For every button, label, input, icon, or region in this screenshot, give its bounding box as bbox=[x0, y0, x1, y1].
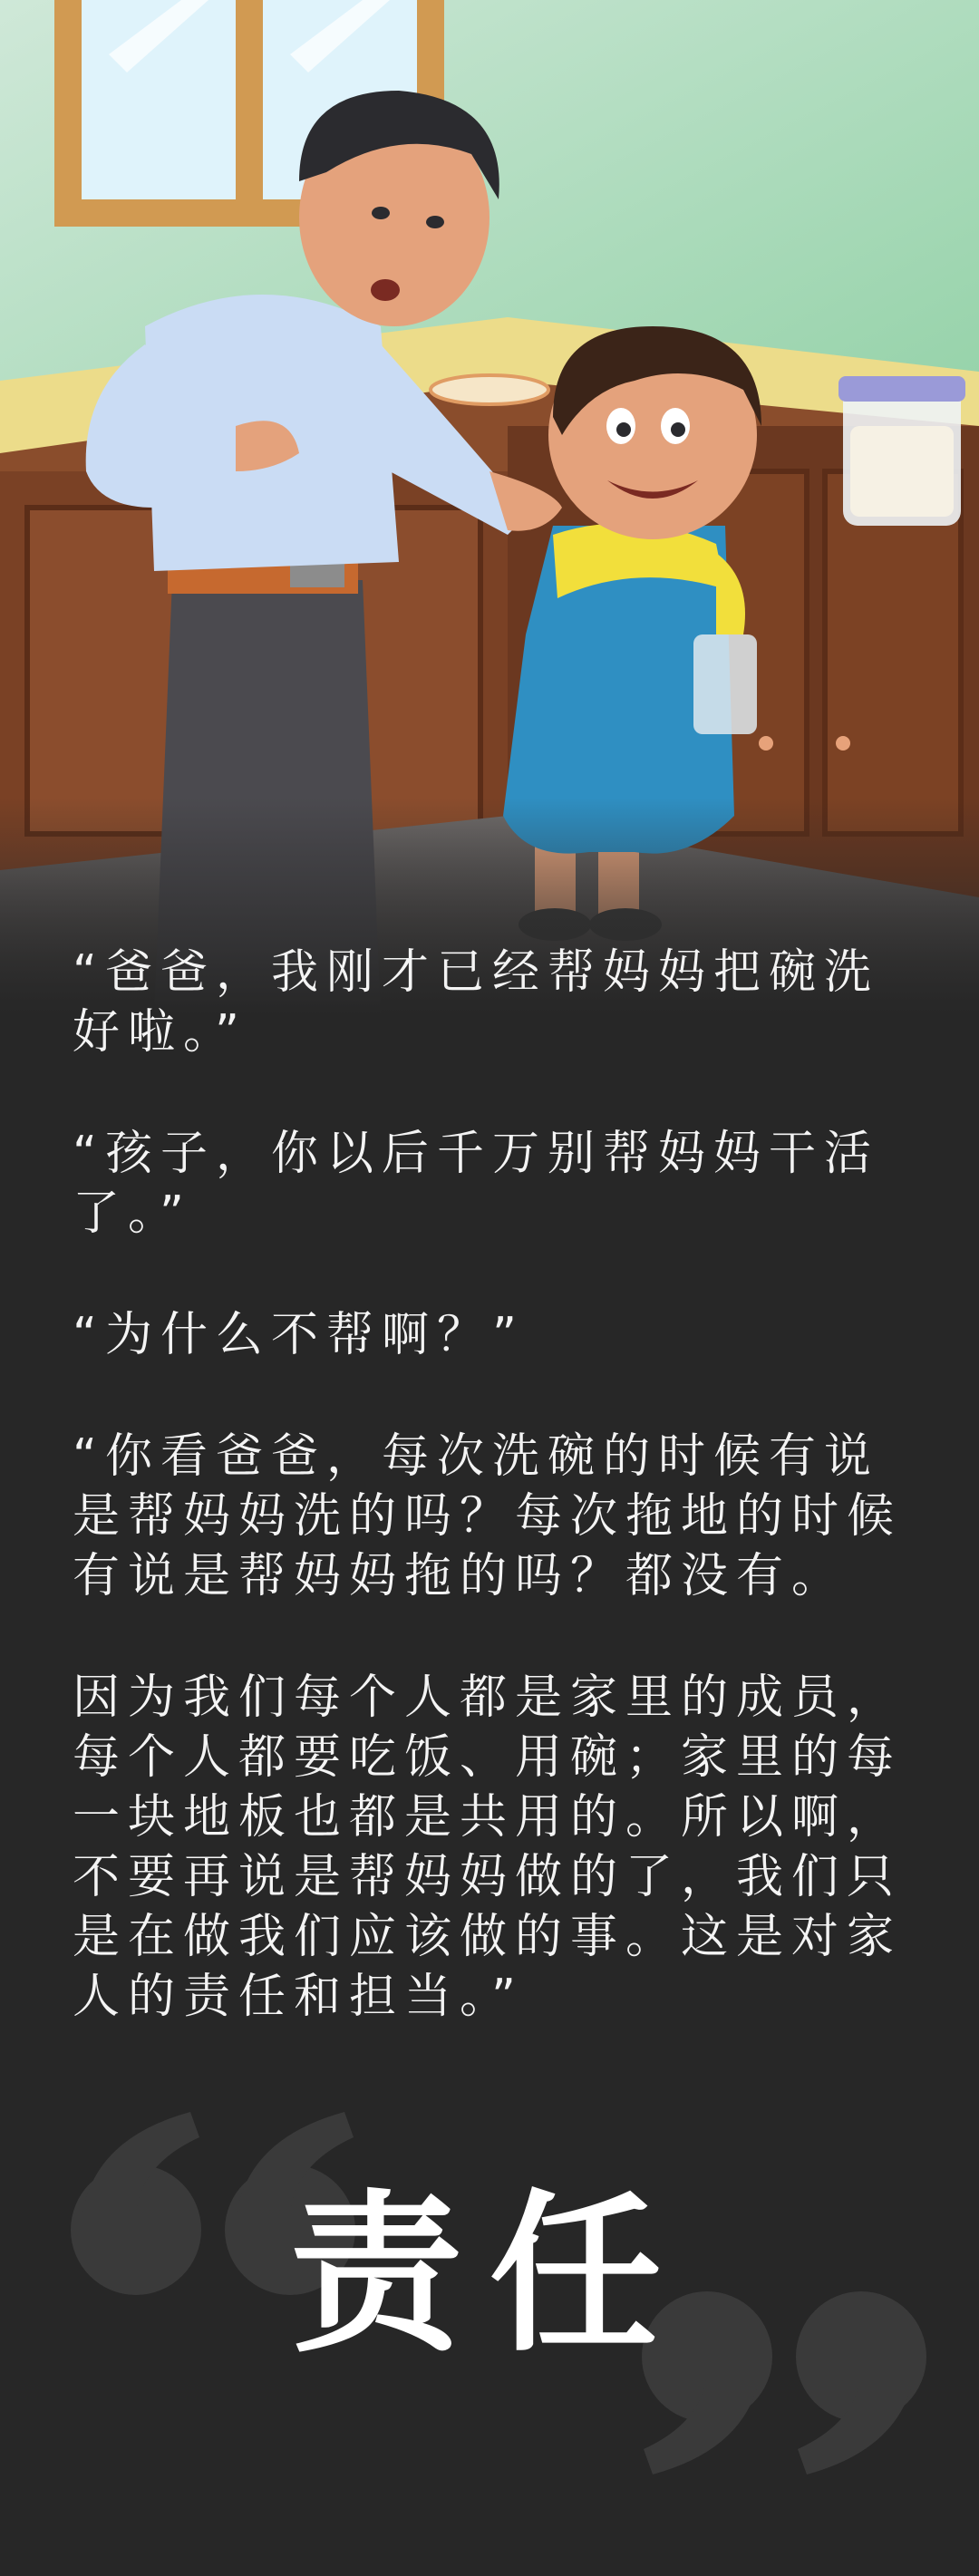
story-text bbox=[73, 943, 916, 2088]
plate bbox=[431, 375, 548, 404]
story-paragraph-3: “为什么不帮啊？” bbox=[73, 1308, 525, 1362]
story-paragraph-4: “你看爸爸，每次洗碗的时候有说是帮妈妈洗的吗？每次拖地的时候有说是帮妈妈拖的吗？都没有。 bbox=[73, 1429, 903, 1603]
story-paragraph-2: “孩子，你以后千万别帮妈妈干活了。” bbox=[73, 1127, 879, 1241]
father-son-illustration bbox=[0, 0, 979, 1015]
keyword-title: 责任 bbox=[289, 2174, 689, 2375]
story-paragraph-1: “爸爸，我刚才已经帮妈妈把碗洗好啦。” bbox=[73, 945, 879, 1060]
jar bbox=[838, 376, 965, 526]
story-paragraph-5: 因为我们每个人都是家里的成员，每个人都要吃饭、用碗；家里的每一块地板也都是共用的。所以啊，不要再说是帮妈妈做的了，我们只是在做我们应该做的事。这是对家人的责任和担当。” bbox=[73, 1671, 903, 2024]
